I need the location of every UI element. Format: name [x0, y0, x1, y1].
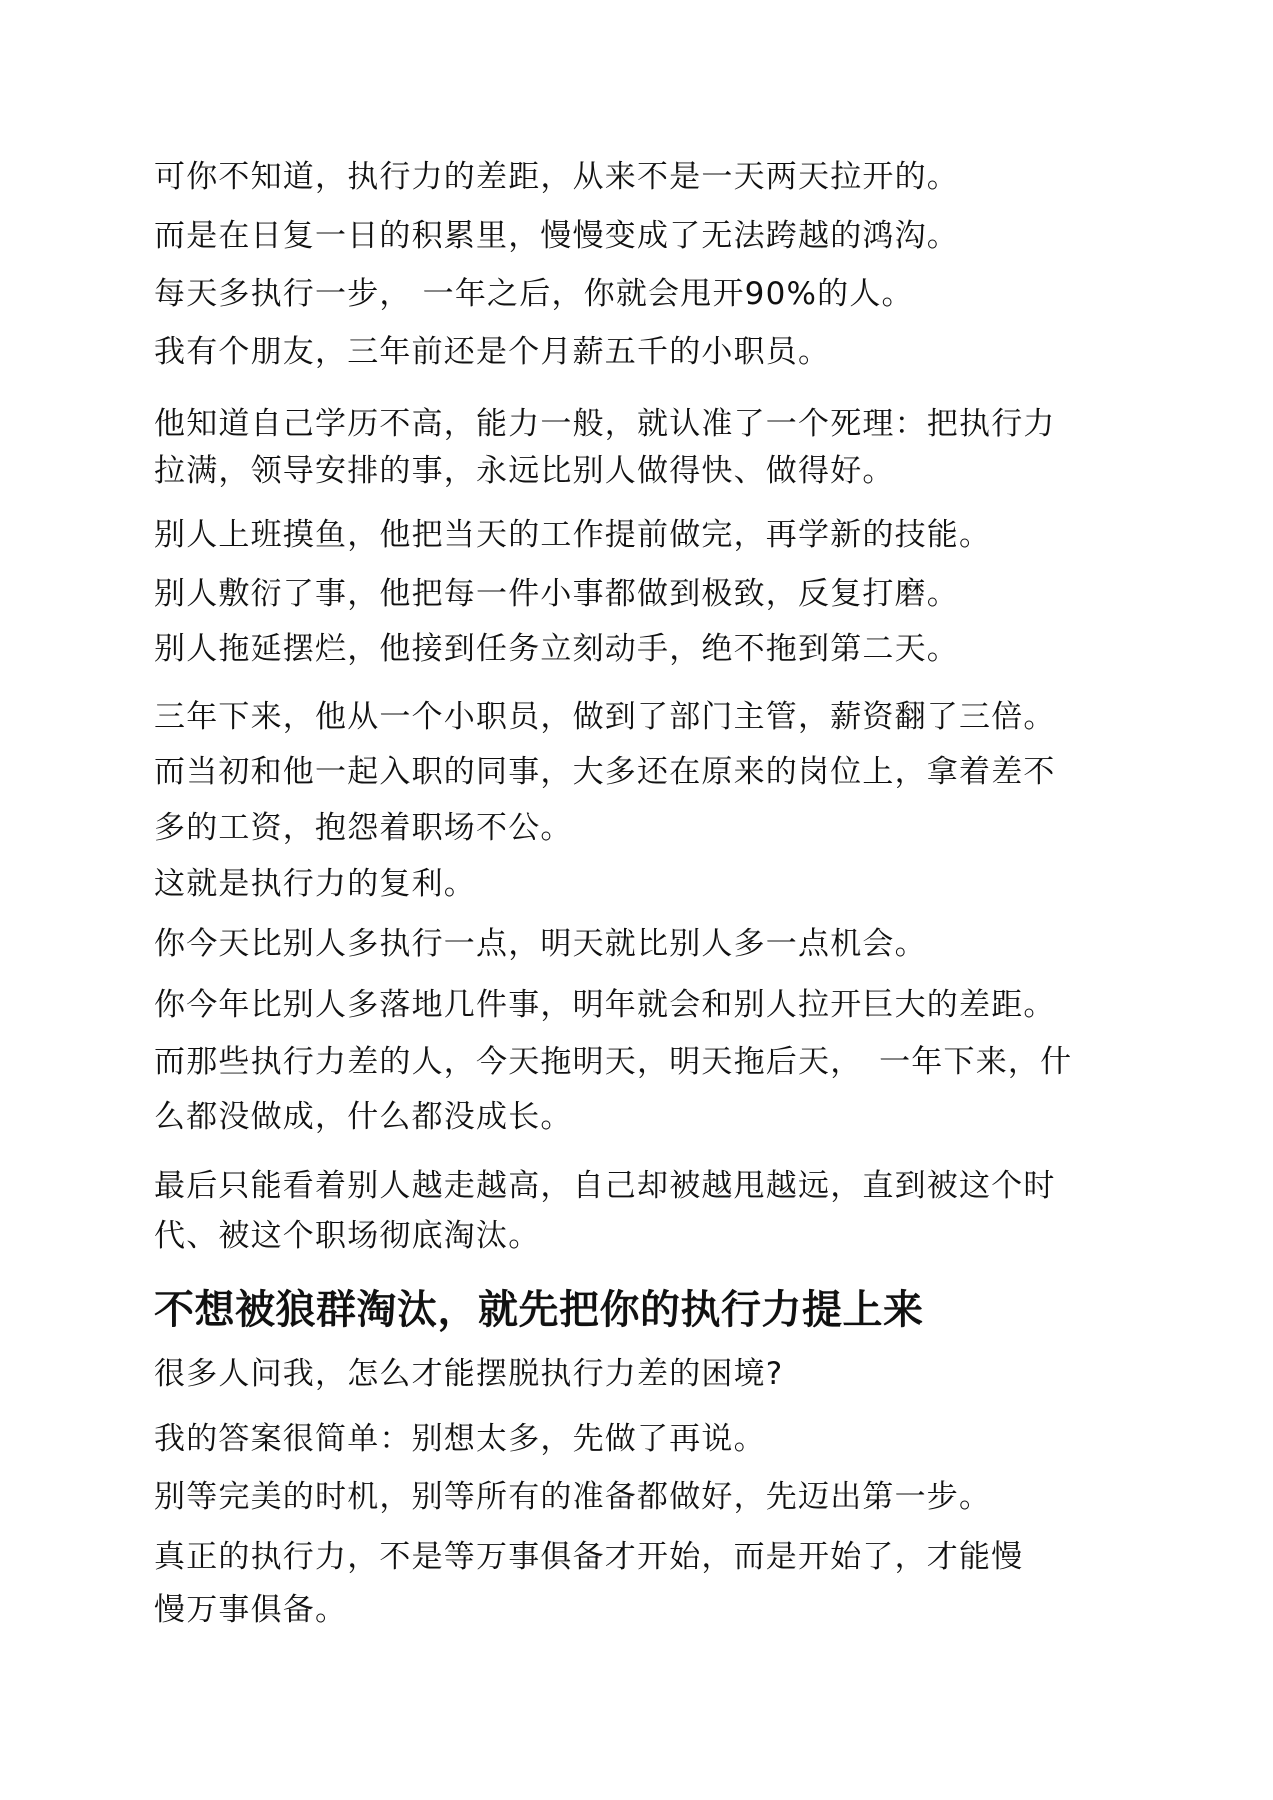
paragraph-line: 很多人问我，怎么才能摆脱执行力差的困境? — [154, 1356, 784, 1392]
paragraph-line: 可你不知道，执行力的差距，从来不是一天两天拉开的。 — [154, 159, 959, 195]
paragraph-line: 别等完美的时机，别等所有的准备都做好，先迈出第一步。 — [154, 1479, 992, 1515]
paragraph-line: 拉满，领导安排的事，永远比别人做得快、做得好。 — [154, 453, 895, 489]
paragraph-line: 多的工资，抱怨着职场不公。 — [154, 810, 573, 846]
paragraph-line: 你今天比别人多执行一点，明天就比别人多一点机会。 — [154, 926, 927, 962]
paragraph-line: 最后只能看着别人越走越高，自己却被越甩越远，直到被这个时 — [154, 1168, 1056, 1204]
paragraph-line: 你今年比别人多落地几件事，明年就会和别人拉开巨大的差距。 — [154, 987, 1056, 1023]
paragraph-line: 么都没做成，什么都没成长。 — [154, 1099, 573, 1135]
section-heading: 不想被狼群淘汰，就先把你的执行力提上来 — [154, 1287, 924, 1333]
paragraph-line: 而当初和他一起入职的同事，大多还在原来的岗位上，拿着差不 — [154, 754, 1056, 790]
paragraph-line: 我的答案很简单：别想太多，先做了再说。 — [154, 1421, 766, 1457]
paragraph-line: 别人敷衍了事，他把每一件小事都做到极致，反复打磨。 — [154, 576, 959, 612]
paragraph-line: 慢万事俱备。 — [154, 1592, 348, 1628]
paragraph-line: 别人拖延摆烂，他接到任务立刻动手，绝不拖到第二天。 — [154, 631, 959, 667]
paragraph-line: 三年下来，他从一个小职员，做到了部门主管，薪资翻了三倍。 — [154, 699, 1056, 735]
paragraph-line: 我有个朋友，三年前还是个月薪五千的小职员。 — [154, 334, 831, 370]
paragraph-line: 别人上班摸鱼，他把当天的工作提前做完，再学新的技能。 — [154, 517, 992, 553]
paragraph-line: 这就是执行力的复利。 — [154, 866, 476, 902]
paragraph-line: 而是在日复一日的积累里，慢慢变成了无法跨越的鸿沟。 — [154, 218, 959, 254]
paragraph-line: 代、被这个职场彻底淘汰。 — [154, 1218, 541, 1254]
paragraph-line: 而那些执行力差的人，今天拖明天，明天拖后天， 一年下来，什 — [154, 1044, 1073, 1080]
paragraph-line: 真正的执行力，不是等万事俱备才开始，而是开始了，才能慢 — [154, 1539, 1024, 1575]
paragraph-line: 每天多执行一步， 一年之后，你就会甩开90%的人。 — [154, 276, 914, 312]
paragraph-line: 他知道自己学历不高，能力一般，就认准了一个死理：把执行力 — [154, 406, 1056, 442]
